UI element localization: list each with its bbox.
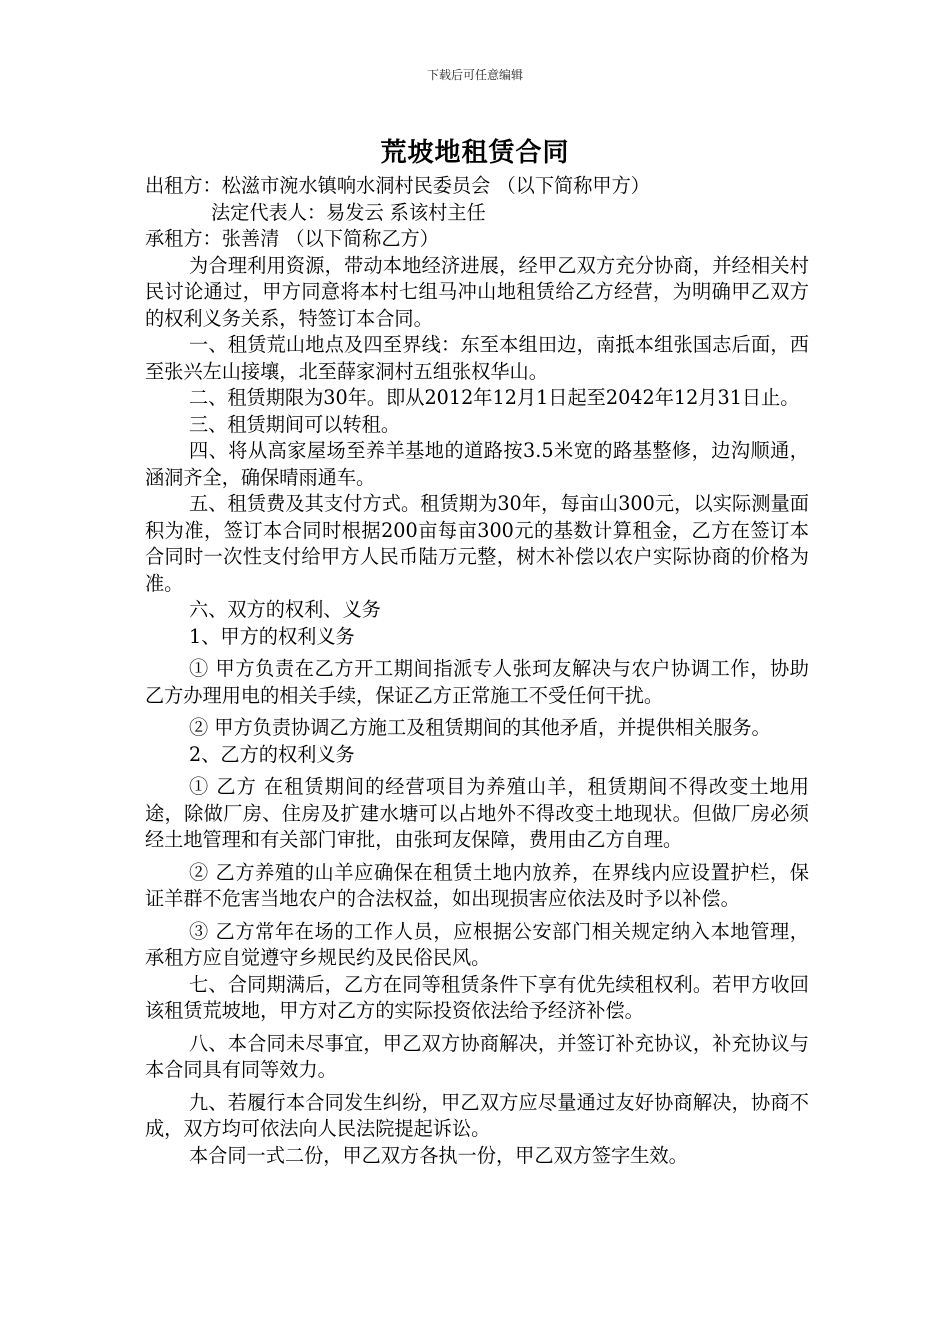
document-title: 荒坡地租赁合同 <box>380 138 570 168</box>
clause-8-supplement: 八、本合同未尽事宜，甲乙双方协商解决，并签订补充协议，补充协议与本合同具有同等效力。 <box>145 1031 809 1081</box>
clause-1-location: 一、租赁荒山地点及四至界线：东至本组田边，南抵本组张国志后面，西至张兴左山接壤，北至薛家洞村五组张权华山。 <box>145 333 809 383</box>
clause-6-heading: 六、双方的权利、义务 <box>189 598 381 621</box>
page-header-note: 下载后可任意编辑 <box>426 68 523 82</box>
party-a-item-2: ② 甲方负责协调乙方施工及租赁期间的其他矛盾，并提供相关服务。 <box>189 716 771 739</box>
clause-7-renewal: 七、合同期满后，乙方在同等租赁条件下享有优先续租权利。若甲方收回该租赁荒坡地，甲方对乙方的实际投资依法给予经济补偿。 <box>145 972 809 1022</box>
party-b-item-1: ① 乙方 在租赁期间的经营项目为养殖山羊，租赁期间不得改变土地用途，除做厂房、住房及扩建水塘可以占地外不得改变土地现状。但做厂房必须经土地管理和有关部门审批，由张珂友保障，费用由乙方自理。 <box>145 775 809 851</box>
representative-line: 法定代表人：易发云 系该村主任 <box>211 200 486 224</box>
party-a-item-1: ① 甲方负责在乙方开工期间指派专人张珂友解决与农户协调工作，协助乙方办理用电的相关手续，保证乙方正常施工不受任何干扰。 <box>145 657 809 707</box>
clause-3-sublease: 三、租赁期间可以转租。 <box>189 412 401 436</box>
clause-2-term: 二、租赁期限为30年。即从2012年12月1日起至2042年12月31日止。 <box>189 386 800 409</box>
contract-body <box>145 173 809 1169</box>
party-a-subheading: 1、甲方的权利义务 <box>189 624 355 648</box>
preamble-paragraph: 为合理利用资源，带动本地经济进展，经甲乙双方充分协商，并经相关村民讨论通过，甲方同意将本村七组马冲山地租赁给乙方经营，为明确甲乙双方的权利义务关系，特签订本合同。 <box>145 253 809 330</box>
closing-statement: 本合同一式二份，甲乙双方各执一份，甲乙双方签字生效。 <box>189 1143 688 1167</box>
party-b-subheading: 2、乙方的权利义务 <box>189 742 355 766</box>
party-b-item-2: ② 乙方养殖的山羊应确保在租赁土地内放养，在界线内应设置护栏，保证羊群不危害当地农户的合法权益，如出现损害应依法及时予以补偿。 <box>145 860 809 910</box>
clause-5-rent: 五、租赁费及其支付方式。租赁期为30年，每亩山300元，以实际测量面积为准，签订本合同时根据200亩每亩300元的基数计算租金，乙方在签订本合同时一次性支付给甲方人民币陆万元整，树木补偿以农户实际协商的价格为准。 <box>145 492 809 595</box>
lessee-line: 承租方：张善清 （以下简称乙方） <box>145 227 439 250</box>
lessor-line: 出租方：松滋市涴水镇响水洞村民委员会 （以下简称甲方） <box>145 174 650 197</box>
clause-4-road: 四、将从高家屋场至养羊基地的道路按3.5米宽的路基整修，边沟顺通，涵洞齐全，确保晴雨通车。 <box>145 439 809 489</box>
party-b-item-3: ③ 乙方常年在场的工作人员，应根据公安部门相关规定纳入本地管理，承租方应自觉遵守乡规民约及民俗民风。 <box>145 919 809 969</box>
clause-9-disputes: 九、若履行本合同发生纠纷，甲乙双方应尽量通过友好协商解决，协商不成，双方均可依法向人民法院提起诉讼。 <box>145 1090 809 1140</box>
